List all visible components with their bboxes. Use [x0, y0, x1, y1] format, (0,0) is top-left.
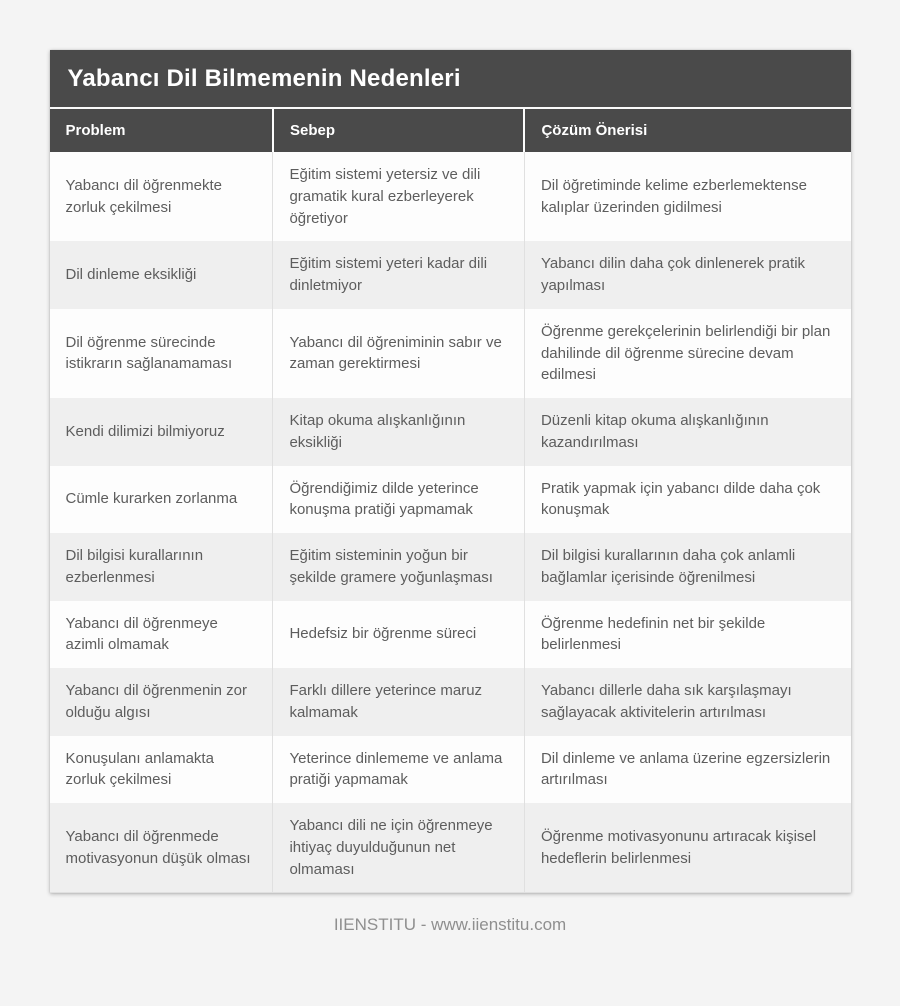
- cell-sebep: Yeterince dinlememe ve anlama pratiği yapmamak: [273, 736, 525, 804]
- table-row: [50, 309, 851, 398]
- cell-sebep: Farklı dillere yeterince maruz kalmamak: [273, 668, 525, 736]
- table-row: [50, 803, 851, 893]
- column-header-cozum-onerisi: Çözüm Önerisi: [524, 109, 850, 152]
- cell-sebep: Kitap okuma alışkanlığının eksikliği: [273, 398, 525, 466]
- table-body: [50, 152, 851, 893]
- cell-problem: Kendi dilimizi bilmiyoruz: [65, 422, 225, 440]
- cell-cozum: Düzenli kitap okuma alışkanlığının kazandırılması: [524, 398, 850, 466]
- cell-cozum: Pratik yapmak için yabancı dilde daha çok konuşmak: [524, 466, 850, 534]
- cell-sebep: Eğitim sisteminin yoğun bir şekilde gramere yoğunlaşması: [273, 533, 525, 601]
- cell-cozum: Öğrenme motivasyonunu artıracak kişisel hedeflerin belirlenmesi: [524, 803, 850, 893]
- cell-sebep: Hedefsiz bir öğrenme süreci: [273, 601, 525, 669]
- cell-cozum: Dil bilgisi kurallarının daha çok anlamli bağlamlar içerisinde öğrenilmesi: [524, 533, 850, 601]
- table-header: [50, 109, 851, 152]
- cell-problem: Dil öğrenme sürecinde istikrarın sağlanamaması: [65, 333, 233, 373]
- cell-problem: Cümle kurarken zorlanma: [65, 490, 238, 508]
- footer-credit: IIENSTITU - www.iienstitu.com: [333, 915, 567, 935]
- cell-cozum: Yabancı dilin daha çok dinlenerek pratik yapılması: [524, 241, 850, 309]
- table-row: [50, 241, 851, 309]
- cell-cozum: Yabancı dillerle daha sık karşılaşmayı sağlayacak aktivitelerin artırılması: [524, 668, 850, 736]
- cell-problem: Yabancı dil öğrenmede motivasyonun düşük olması: [50, 803, 273, 893]
- cell-cozum: Öğrenme gerekçelerinin belirlendiği bir plan dahilinde dil öğrenme sürecine devam edilmesi: [524, 309, 850, 398]
- table-row: [50, 668, 851, 736]
- table-row: [50, 533, 851, 601]
- header-row: [50, 109, 851, 152]
- cell-sebep: Eğitim sistemi yetersiz ve dili gramatik kural ezberleyerek öğretiyor: [273, 152, 525, 241]
- cell-problem: Dil dinleme eksikliği: [65, 266, 197, 284]
- column-header-sebep: Sebep: [273, 109, 525, 152]
- table-card: [50, 50, 851, 893]
- cell-cozum: Dil dinleme ve anlama üzerine egzersizlerin artırılması: [524, 736, 850, 804]
- cell-problem: Yabancı dil öğrenmeye azimli olmamak: [65, 614, 218, 654]
- cell-sebep: Yabancı dili ne için öğrenmeye ihtiyaç duyulduğunun net olmaması: [273, 803, 525, 893]
- table-row: [50, 398, 851, 466]
- cell-problem: Konuşulanı anlamakta zorluk çekilmesi: [65, 749, 214, 789]
- cell-cozum: Dil öğretiminde kelime ezberlemektense kalıplar üzerinden gidilmesi: [524, 152, 850, 241]
- cell-problem: Yabancı dil öğrenmekte zorluk çekilmesi: [65, 176, 222, 216]
- cell-problem: Yabancı dil öğrenmenin zor olduğu algısı: [65, 682, 247, 721]
- cell-sebep: Yabancı dil öğreniminin sabır ve zaman gerektirmesi: [273, 309, 525, 398]
- cell-problem: Dil bilgisi kurallarının ezberlenmesi: [65, 547, 204, 586]
- table-row: [50, 601, 851, 669]
- cell-sebep: Öğrendiğimiz dilde yeterince konuşma pratiği yapmamak: [273, 466, 525, 534]
- table-row: [50, 152, 851, 241]
- page-title: Yabancı Dil Bilmemenin Nedenleri: [50, 50, 851, 109]
- table-row: [50, 466, 851, 534]
- cell-sebep: Eğitim sistemi yeteri kadar dili dinletmiyor: [273, 241, 525, 309]
- column-header-problem: Problem: [50, 109, 273, 152]
- data-table: [50, 109, 851, 893]
- table-row: [50, 736, 851, 804]
- cell-cozum: Öğrenme hedefinin net bir şekilde belirlenmesi: [524, 601, 850, 669]
